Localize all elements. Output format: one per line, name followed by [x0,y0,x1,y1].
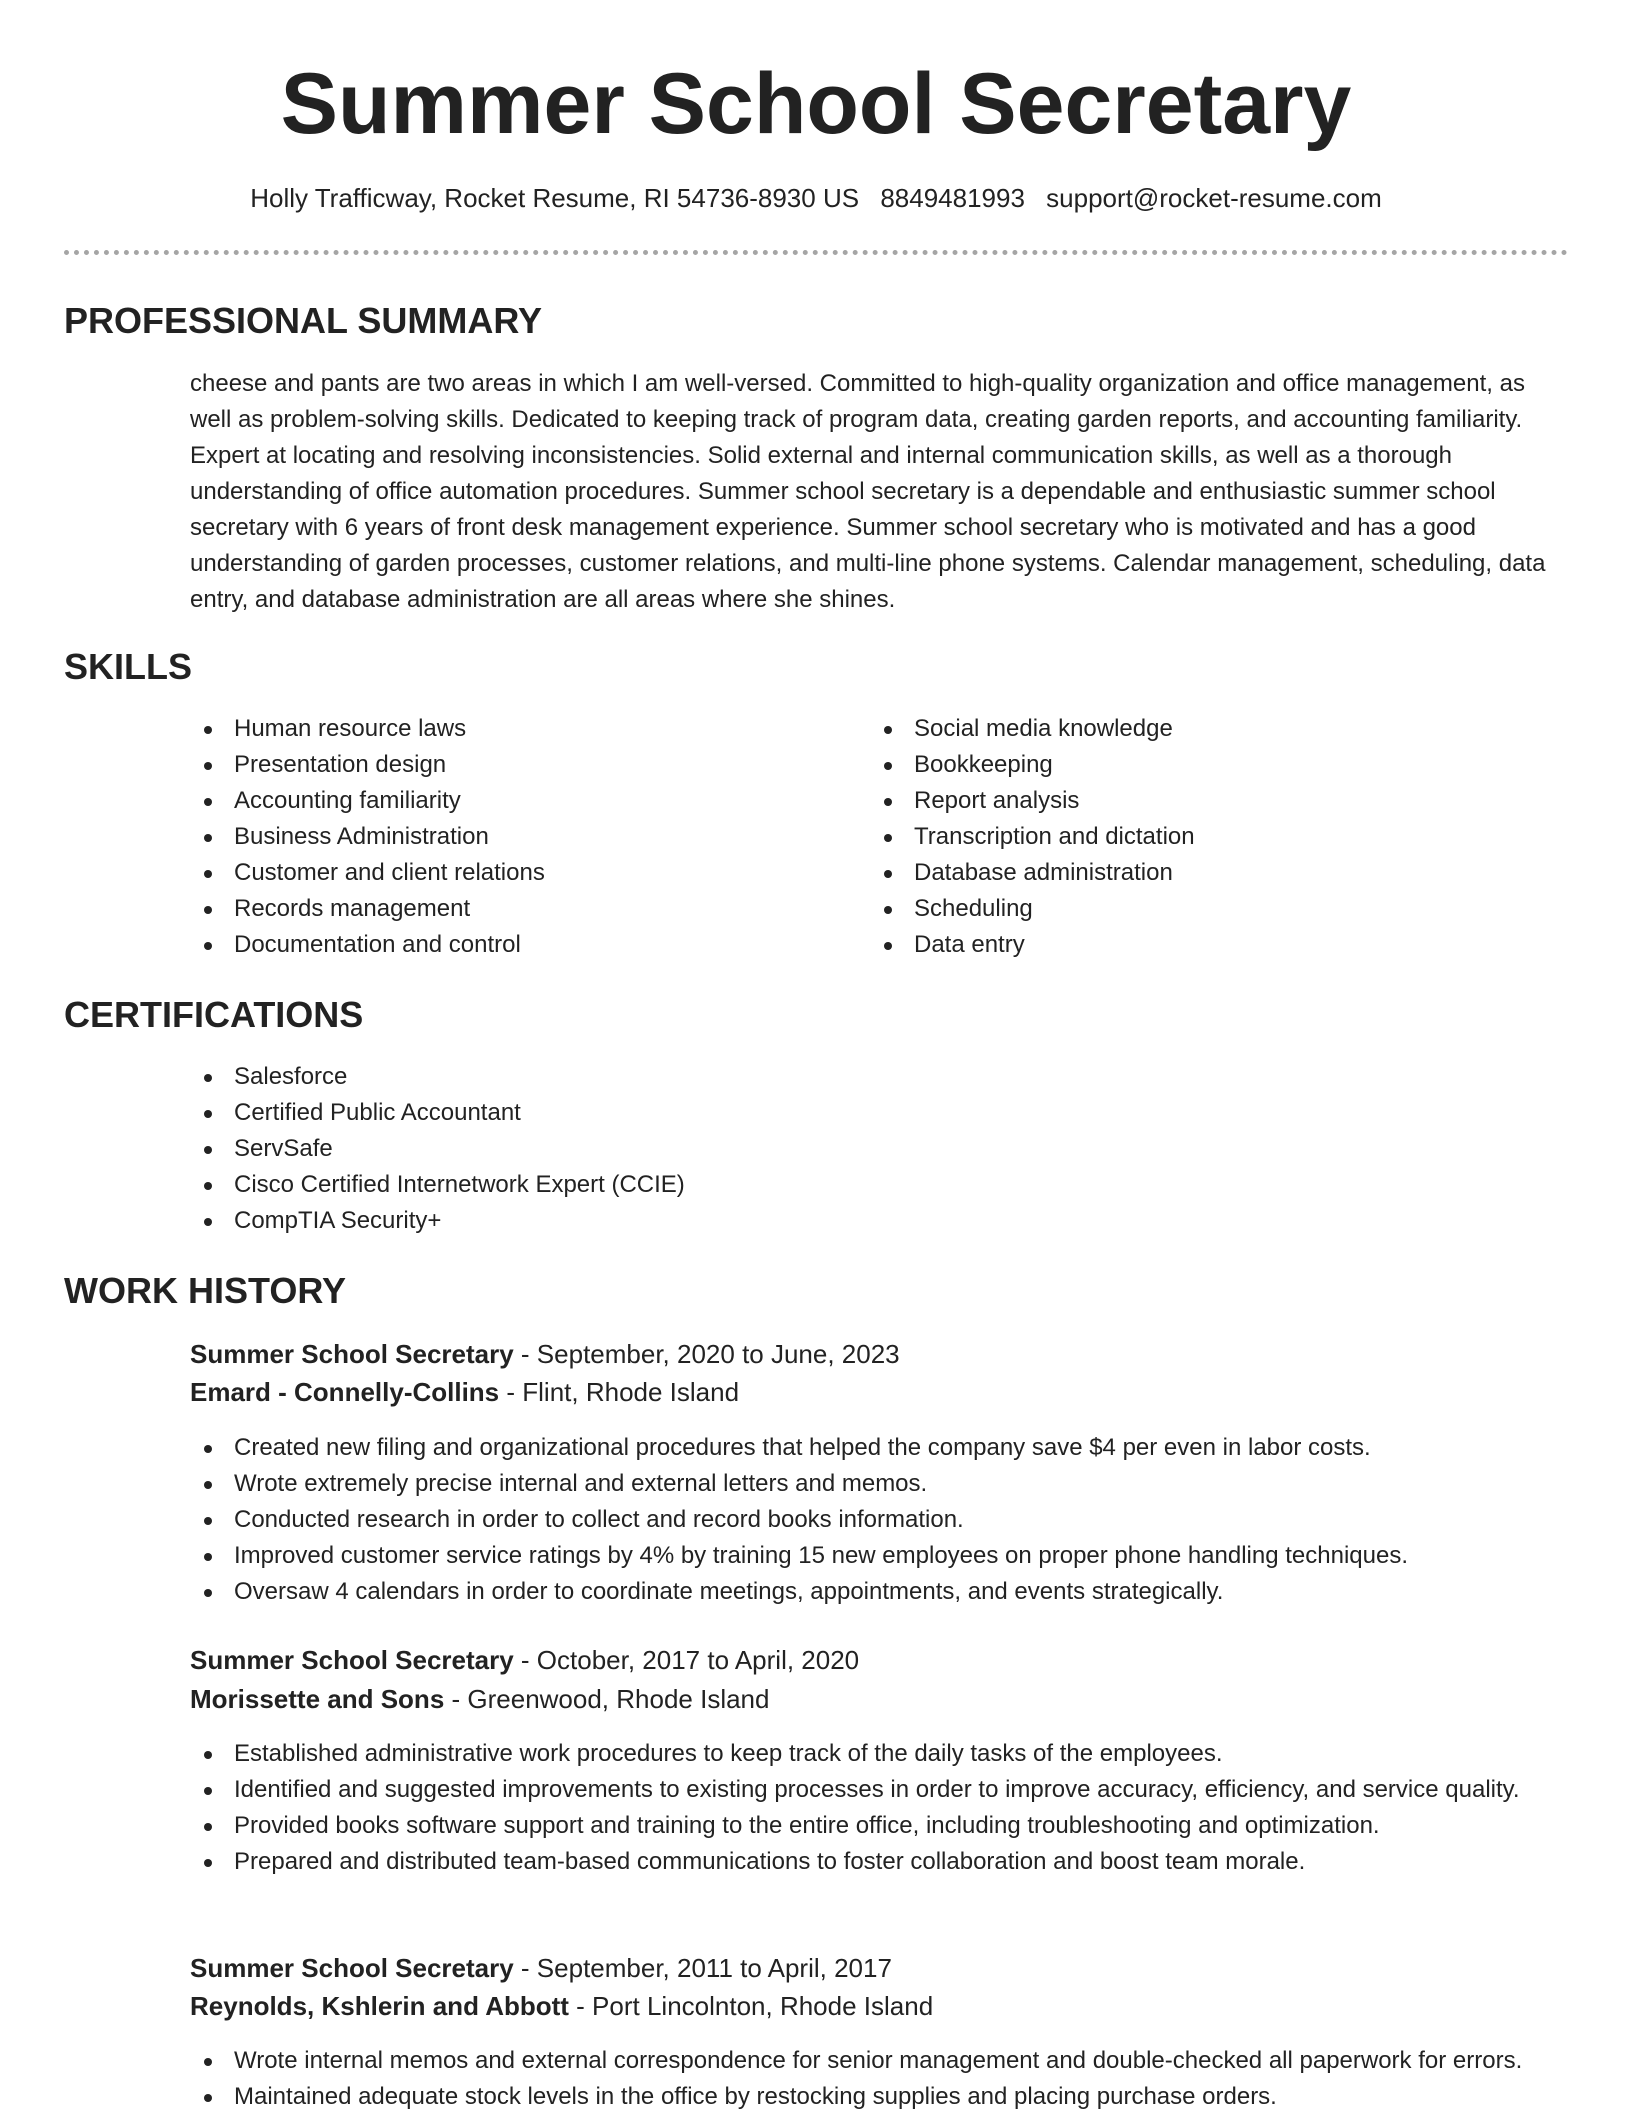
job-bullets [190,1736,1580,1880]
job-bullets [190,1430,1580,1610]
skill-item: Data entry [870,927,1530,963]
skills-list-left [190,711,830,963]
contact-address: Holly Trafficway, Rocket Resume, RI 54736-8930 US [250,183,860,213]
job-title: Summer School Secretary [190,1645,514,1675]
job-bullet: Oversaw 4 calendars in order to coordinate meetings, appointments, and events strategically. [190,1574,1580,1610]
job-company: Emard - Connelly-Collins [190,1377,500,1407]
job-bullet: Wrote extremely precise internal and external letters and memos. [190,1466,1580,1502]
job-bullet: Prepared and distributed team-based communications to foster collaboration and boost team morale. [190,1844,1580,1880]
skill-item: Customer and client relations [190,855,830,891]
job-title-line [190,1642,859,1678]
job-location: - Port Lincolnton, Rhode Island [568,1991,934,2021]
job-location: - Greenwood, Rhode Island [444,1684,770,1714]
job-company-line [190,1681,769,1717]
skill-item: Human resource laws [190,711,830,747]
contact-email: support@rocket-resume.com [1046,183,1382,213]
skills-list-right [870,711,1530,963]
skill-item: Scheduling [870,891,1530,927]
certifications-heading: CERTIFICATIONS [64,994,364,1035]
job-dates: - October, 2017 to April, 2020 [513,1645,860,1675]
job-bullets [190,2043,1610,2112]
skill-item: Business Administration [190,819,830,855]
certification-item: Certified Public Accountant [190,1095,1570,1131]
certification-item: Cisco Certified Internetwork Expert (CCIE) [190,1167,1570,1203]
job-bullet: Established administrative work procedures to keep track of the daily tasks of the employees. [190,1736,1580,1772]
job-bullet: Maintained adequate stock levels in the office by restocking supplies and placing purchase orders. [190,2079,1610,2112]
skill-item: Presentation design [190,747,830,783]
work-history-heading: WORK HISTORY [64,1270,347,1311]
summary-heading: PROFESSIONAL SUMMARY [64,300,543,341]
contact-phone: 8849481993 [880,183,1025,213]
job-bullet: Created new filing and organizational procedures that helped the company save $4 per even in labor costs. [190,1430,1580,1466]
summary-text: cheese and pants are two areas in which I am well-versed. Committed to high-quality organization and office management, as well as problem-solving skills. Dedicated to keeping track of program data, creating garden reports, and accounting familiarity. Expert at locating and resolving inconsistencies. Solid external and internal communication skills, as well as a thorough understanding of office automation procedures. Summer school secretary is a dependable and enthusiastic summer school secretary with 6 years of front desk management experience. Summer school secretary who is motivated and has a good understanding of garden processes, customer relations, and multi-line phone systems. Calendar management, scheduling, data entry, and database administration are all areas where she shines. [190,370,1546,613]
job-dates: - September, 2011 to April, 2017 [513,1953,892,1983]
skill-item: Documentation and control [190,927,830,963]
skill-item: Database administration [870,855,1530,891]
job-bullet: Improved customer service ratings by 4% by training 15 new employees on proper phone handling techniques. [190,1538,1580,1574]
contact-line [0,180,1632,216]
skill-item: Report analysis [870,783,1530,819]
skill-item: Records management [190,891,830,927]
skill-item: Transcription and dictation [870,819,1530,855]
job-title-line [190,1336,900,1372]
job-title: Summer School Secretary [190,1339,514,1369]
job-bullet: Provided books software support and training to the entire office, including troubleshooting and optimization. [190,1808,1580,1844]
job-company-line [190,1988,933,2024]
certification-item: Salesforce [190,1059,1570,1095]
job-company: Reynolds, Kshlerin and Abbott [190,1991,569,2021]
job-bullet: Wrote internal memos and external correspondence for senior management and double-checked all paperwork for errors. [190,2043,1610,2079]
job-title: Summer School Secretary [190,1953,514,1983]
header-divider [64,250,1568,255]
skill-item: Social media knowledge [870,711,1530,747]
certification-item: CompTIA Security+ [190,1203,1570,1239]
certifications-list [190,1059,1570,1239]
job-bullet: Conducted research in order to collect and record books information. [190,1502,1580,1538]
skills-heading: SKILLS [64,646,193,687]
skill-item: Accounting familiarity [190,783,830,819]
job-company-line [190,1374,739,1410]
job-location: - Flint, Rhode Island [499,1377,740,1407]
job-bullet: Identified and suggested improvements to existing processes in order to improve accuracy, efficiency, and service quality. [190,1772,1580,1808]
resume-title: Summer School Secretary [280,56,1352,152]
skill-item: Bookkeeping [870,747,1530,783]
job-dates: - September, 2020 to June, 2023 [513,1339,900,1369]
job-company: Morissette and Sons [190,1684,445,1714]
job-title-line [190,1950,892,1986]
certification-item: ServSafe [190,1131,1570,1167]
